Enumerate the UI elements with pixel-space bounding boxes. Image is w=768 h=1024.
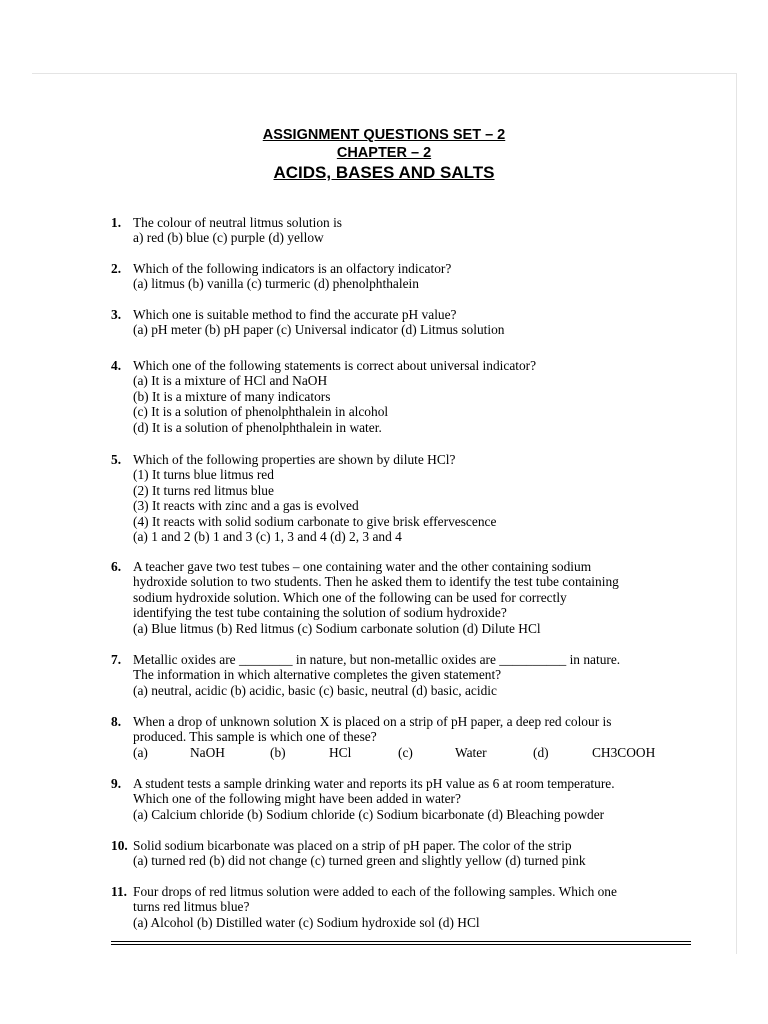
question-text: Which of the following properties are shown by dilute HCl? xyxy=(133,452,456,467)
question-text: Which one is suitable method to find the accurate pH value? xyxy=(133,307,457,322)
question-number: 4. xyxy=(111,358,122,373)
question-number: 1. xyxy=(111,215,122,230)
option-label: (a) xyxy=(133,744,148,760)
question-text: Solid sodium bicarbonate was placed on a strip of pH paper. The color of the strip xyxy=(133,838,572,853)
option-label: (d) xyxy=(533,744,549,760)
chapter-title: CHAPTER – 2 xyxy=(336,145,432,161)
option-label: (b) xyxy=(270,744,286,760)
statement: (4) It reacts with solid sodium carbonate to give brisk effervescence xyxy=(133,513,497,529)
question-number: 9. xyxy=(111,776,122,791)
answer-option: (b) It is a mixture of many indicators xyxy=(133,388,331,404)
footer-rule-top xyxy=(111,941,691,942)
answer-options: (a) litmus (b) vanilla (c) turmeric (d) phenolphthalein xyxy=(133,276,419,292)
statement: (1) It turns blue litmus red xyxy=(133,467,274,483)
answer-options: (a) Calcium chloride (b) Sodium chloride (c) Sodium bicarbonate (d) Bleaching powder xyxy=(133,806,605,822)
topic-title: ACIDS, BASES AND SALTS xyxy=(273,163,495,182)
question-number: 10. xyxy=(111,838,128,853)
question-text: Which one of the following statements is correct about universal indicator? xyxy=(133,358,537,373)
answer-option: (c) It is a solution of phenolphthalein in alcohol xyxy=(133,404,389,420)
question-text: When a drop of unknown solution X is placed on a strip of pH paper, a deep red colour is xyxy=(133,714,612,729)
question-number: 7. xyxy=(111,652,122,667)
answer-options-row xyxy=(133,744,656,760)
question-text: A student tests a sample drinking water and reports its pH value as 6 at room temperature. xyxy=(133,776,615,791)
answer-options: a) red (b) blue (c) purple (d) yellow xyxy=(133,230,324,246)
answer-options: (a) pH meter (b) pH paper (c) Universal indicator (d) Litmus solution xyxy=(133,322,505,338)
option-value: HCl xyxy=(329,744,352,760)
question-text: The colour of neutral litmus solution is xyxy=(133,215,343,230)
question-text: hydroxide solution to two students. Then he asked them to identify the test tube containing xyxy=(133,574,619,590)
question-text: Which of the following indicators is an olfactory indicator? xyxy=(133,261,452,276)
question-text: Metallic oxides are ________ in nature, but non-metallic oxides are __________ in nature. xyxy=(133,652,621,667)
question-number: 8. xyxy=(111,714,122,729)
question-number: 5. xyxy=(111,452,122,467)
question-number: 3. xyxy=(111,307,122,322)
answer-option: (d) It is a solution of phenolphthalein in water. xyxy=(133,419,382,435)
statement: (2) It turns red litmus blue xyxy=(133,482,274,498)
question-number: 2. xyxy=(111,261,122,276)
option-value: CH3COOH xyxy=(592,744,656,760)
question-number: 11. xyxy=(111,884,127,899)
question-text: A teacher gave two test tubes – one containing water and the other containing sodium xyxy=(133,559,592,574)
question-number: 6. xyxy=(111,559,122,574)
answer-options: (a) Blue litmus (b) Red litmus (c) Sodium carbonate solution (d) Dilute HCl xyxy=(133,620,541,636)
question-text: The information in which alternative completes the given statement? xyxy=(133,667,502,683)
question-text: produced. This sample is which one of these? xyxy=(133,729,377,745)
option-value: Water xyxy=(455,744,487,760)
answer-option: (a) It is a mixture of HCl and NaOH xyxy=(133,373,328,389)
question-text: Four drops of red litmus solution were added to each of the following samples. Which one xyxy=(133,884,617,899)
footer-rule-bottom xyxy=(111,944,691,945)
option-value: NaOH xyxy=(190,744,225,760)
question-text: Which one of the following might have been added in water? xyxy=(133,791,461,807)
answer-options: (a) turned red (b) did not change (c) turned green and slightly yellow (d) turned pink xyxy=(133,853,586,869)
answer-options: (a) neutral, acidic (b) acidic, basic (c) basic, neutral (d) basic, acidic xyxy=(133,682,497,698)
question-text: identifying the test tube containing the solution of sodium hydroxide? xyxy=(133,605,507,621)
question-text: turns red litmus blue? xyxy=(133,899,250,915)
statement: (3) It reacts with zinc and a gas is evolved xyxy=(133,498,359,514)
question-text: sodium hydroxide solution. Which one of the following can be used for correctly xyxy=(133,589,567,605)
answer-options: (a) Alcohol (b) Distilled water (c) Sodium hydroxide sol (d) HCl xyxy=(133,914,480,930)
option-label: (c) xyxy=(398,744,413,760)
assignment-title: ASSIGNMENT QUESTIONS SET – 2 xyxy=(262,127,506,143)
answer-options: (a) 1 and 2 (b) 1 and 3 (c) 1, 3 and 4 (d) 2, 3 and 4 xyxy=(133,528,402,544)
